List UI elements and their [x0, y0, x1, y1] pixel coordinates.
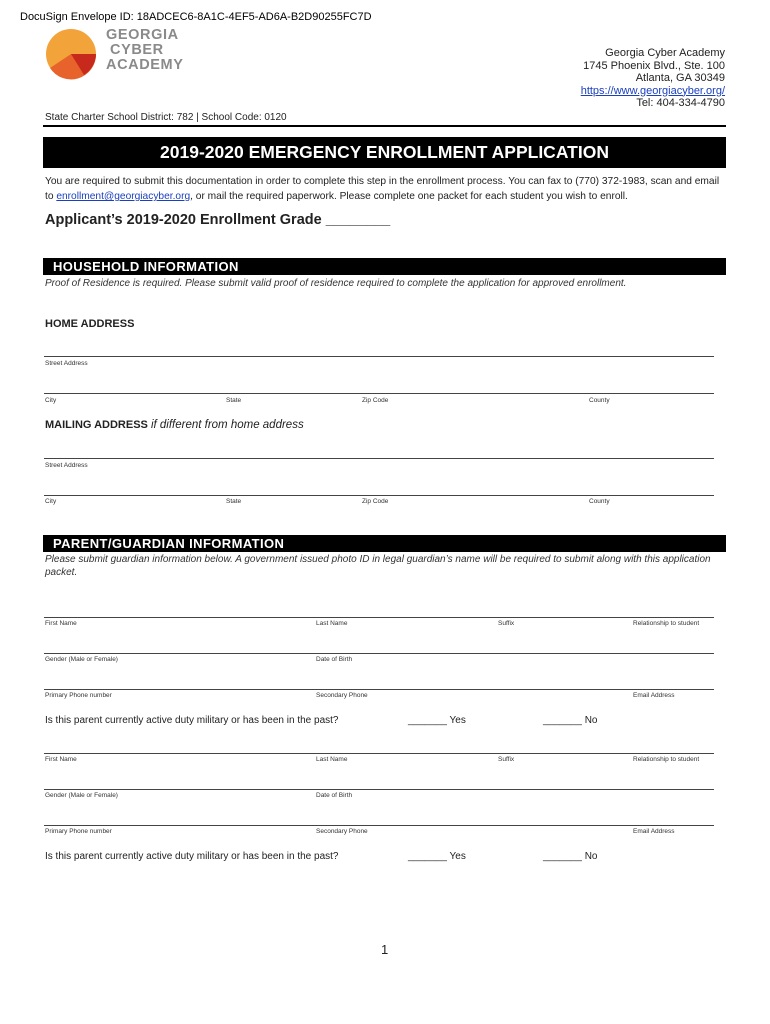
- mailing-zip-label: Zip Code: [362, 498, 389, 505]
- logo-line-1: GEORGIA: [106, 27, 179, 43]
- guardian2-suffix-label: Suffix: [498, 756, 515, 763]
- guardian2-military-question: Is this parent currently active duty military or has been in the past?: [45, 851, 339, 862]
- district-code: State Charter School District: 782 | School Code: 0120: [45, 112, 287, 123]
- guardian-note: Please submit guardian information below. A government issued photo ID in legal guardian’s name will be required to submit along with this application packet.: [45, 554, 711, 578]
- guardian1-military-question: Is this parent currently active duty military or has been in the past?: [45, 715, 339, 726]
- school-street: 1745 Phoenix Blvd., Ste. 100: [583, 59, 725, 72]
- guardian1-military-yes[interactable]: _______ Yes: [408, 715, 466, 726]
- guardian1-email-label: Email Address: [633, 692, 675, 699]
- guardian1-dob-label: Date of Birth: [316, 656, 353, 663]
- guardian2-primary-phone-label: Primary Phone number: [45, 828, 112, 835]
- mailing-county-label: County: [589, 498, 610, 505]
- mailing-address-suffix: if different from home address: [150, 419, 304, 431]
- household-header: [43, 258, 726, 275]
- guardian2-relationship-label: Relationship to student: [633, 756, 700, 763]
- enrollment-email-link[interactable]: enrollment@georgiacyber.org: [56, 191, 191, 202]
- mailing-street-line[interactable]: [44, 458, 714, 459]
- guardian2-last-name-label: Last Name: [316, 756, 348, 763]
- guardian2-email-label: Email Address: [633, 828, 675, 835]
- home-street-line[interactable]: [44, 356, 714, 357]
- guardian1-gender-line[interactable]: [44, 653, 714, 654]
- header-divider: [43, 125, 726, 127]
- guardian2-gender-label: Gender (Male or Female): [45, 792, 118, 799]
- logo-text: [106, 28, 184, 73]
- school-address-block: [581, 47, 725, 110]
- home-county-label: County: [589, 397, 610, 404]
- home-city-label: City: [45, 397, 57, 404]
- guardian1-suffix-label: Suffix: [498, 620, 515, 627]
- home-city-line[interactable]: [44, 393, 714, 394]
- form-title: 2019-2020 EMERGENCY ENROLLMENT APPLICATION: [43, 137, 726, 168]
- mailing-address-label: MAILING ADDRESS: [45, 419, 148, 431]
- guardian2-name-line[interactable]: [44, 753, 714, 754]
- intro-text-1: You are required to submit this documentation in order to complete this step in the enrollment process. You can fax to (770) 372-1983, scan and email to: [45, 176, 720, 202]
- home-zip-label: Zip Code: [362, 397, 389, 404]
- intro-paragraph: [45, 174, 729, 204]
- intro-text-2: , or mail the required paperwork. Please complete one packet for each student you wish to enroll.: [190, 191, 628, 202]
- school-name: Georgia Cyber Academy: [605, 47, 725, 59]
- guardian2-gender-line[interactable]: [44, 789, 714, 790]
- guardian2-secondary-phone-label: Secondary Phone: [316, 828, 368, 835]
- docusign-envelope-id: DocuSign Envelope ID: 18ADCEC6-8A1C-4EF5-AD6A-B2D90255FC7D: [20, 11, 372, 23]
- mailing-state-label: State: [226, 498, 242, 505]
- guardian2-phone-line[interactable]: [44, 825, 714, 826]
- guardian1-gender-label: Gender (Male or Female): [45, 656, 118, 663]
- page-number: 1: [381, 942, 389, 957]
- guardian-header: [43, 535, 726, 552]
- household-header-text: HOUSEHOLD INFORMATION: [53, 259, 239, 274]
- mailing-city-line[interactable]: [44, 495, 714, 496]
- enrollment-grade-field[interactable]: Applicant’s 2019-2020 Enrollment Grade ________: [45, 212, 391, 228]
- guardian2-military-no[interactable]: _______ No: [543, 851, 598, 862]
- home-state-label: State: [226, 397, 242, 404]
- household-note: Proof of Residence is required. Please submit valid proof of residence required to complete the application for approved enrollment.: [45, 278, 627, 289]
- logo-line-2: CYBER: [110, 42, 164, 58]
- school-city: Atlanta, GA 30349: [635, 72, 725, 84]
- guardian1-military-no[interactable]: _______ No: [543, 715, 598, 726]
- guardian1-secondary-phone-label: Secondary Phone: [316, 692, 368, 699]
- logo-line-3: ACADEMY: [106, 57, 184, 73]
- mailing-address-heading: [45, 419, 304, 431]
- academy-logo-icon: [40, 28, 102, 80]
- guardian1-last-name-label: Last Name: [316, 620, 348, 627]
- home-address-heading: HOME ADDRESS: [45, 318, 135, 330]
- home-street-label: Street Address: [45, 360, 88, 367]
- guardian1-name-line[interactable]: [44, 617, 714, 618]
- mailing-street-label: Street Address: [45, 462, 88, 469]
- guardian1-relationship-label: Relationship to student: [633, 620, 700, 627]
- guardian2-dob-label: Date of Birth: [316, 792, 353, 799]
- guardian1-phone-line[interactable]: [44, 689, 714, 690]
- guardian1-primary-phone-label: Primary Phone number: [45, 692, 112, 699]
- guardian-header-text: PARENT/GUARDIAN INFORMATION: [53, 536, 285, 551]
- mailing-city-label: City: [45, 498, 57, 505]
- guardian2-military-yes[interactable]: _______ Yes: [408, 851, 466, 862]
- school-phone: Tel: 404-334-4790: [636, 97, 725, 109]
- school-website-link[interactable]: https://www.georgiacyber.org/: [580, 84, 725, 97]
- guardian1-first-name-label: First Name: [45, 620, 77, 627]
- guardian2-first-name-label: First Name: [45, 756, 77, 763]
